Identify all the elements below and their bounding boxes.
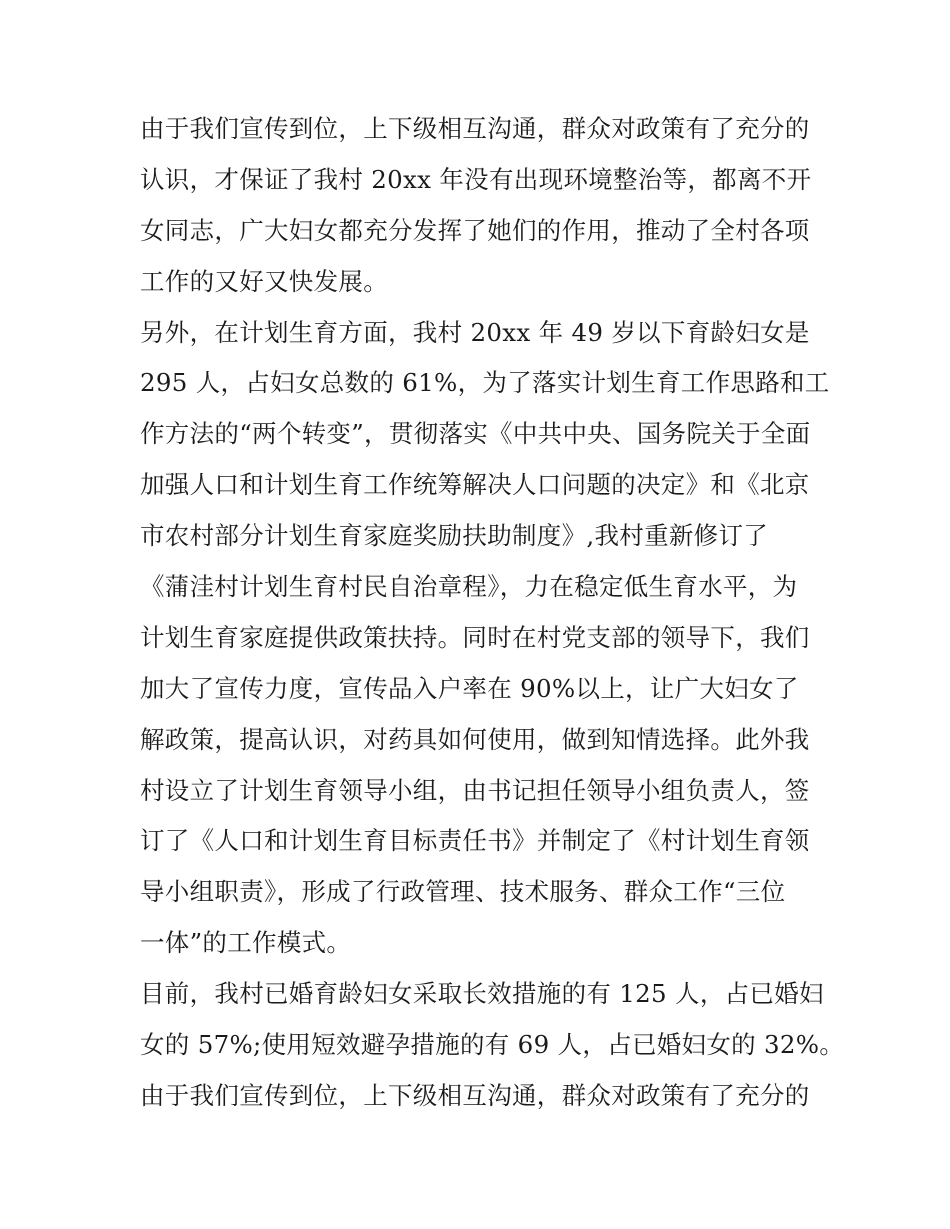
text-line: 一体”的工作模式。	[140, 928, 352, 958]
text-line: 作方法的“两个转变”，贯彻落实《中共中央、国务院关于全面	[140, 419, 811, 449]
text-line: 导小组职责》，形成了行政管理、技术服务、群众工作“三位	[140, 877, 786, 907]
text-line: 另外，在计划生育方面，我村 20xx 年 49 岁以下育龄妇女是	[140, 317, 810, 347]
text-line: 《蒲洼村计划生育村民自治章程》，力在稳定低生育水平，为	[140, 572, 798, 602]
text-line: 解政策，提高认识，对药具如何使用，做到知情选择。此外我	[140, 724, 810, 754]
text-line: 由于我们宣传到位，上下级相互沟通，群众对政策有了充分的	[140, 1080, 810, 1110]
text-line: 认识，才保证了我村 20xx 年没有出现环境整治等，都离不开	[140, 164, 812, 194]
text-line: 由于我们宣传到位，上下级相互沟通，群众对政策有了充分的	[140, 114, 810, 143]
text-line: 加强人口和计划生育工作统筹解决人口问题的决定》和《北京	[140, 470, 810, 500]
text-line: 女同志，广大妇女都充分发挥了她们的作用，推动了全村各项	[140, 215, 810, 245]
text-line: 加大了宣传力度，宣传品入户率在 90%以上，让广大妇女了	[140, 673, 799, 703]
text-line: 计划生育家庭提供政策扶持。同时在村党支部的领导下，我们	[140, 622, 810, 652]
text-line: 目前，我村已婚育龄妇女采取长效措施的有 125 人，占已婚妇	[140, 979, 824, 1009]
text-line: 女的 57%;使用短效避孕措施的有 69 人，占已婚妇女的 32%。	[140, 1030, 845, 1060]
text-line: 订了《人口和计划生育目标责任书》并制定了《村计划生育领	[140, 826, 810, 856]
text-line: 市农村部分计划生育家庭奖励扶助制度》,我村重新修订了	[140, 521, 769, 551]
document-body	[140, 104, 845, 1122]
text-line: 工作的又好又快发展。	[140, 266, 388, 296]
text-line: 295 人，占妇女总数的 61%，为了落实计划生育工作思路和工	[140, 368, 830, 398]
text-line: 村设立了计划生育领导小组，由书记担任领导小组负责人，签	[140, 775, 810, 805]
